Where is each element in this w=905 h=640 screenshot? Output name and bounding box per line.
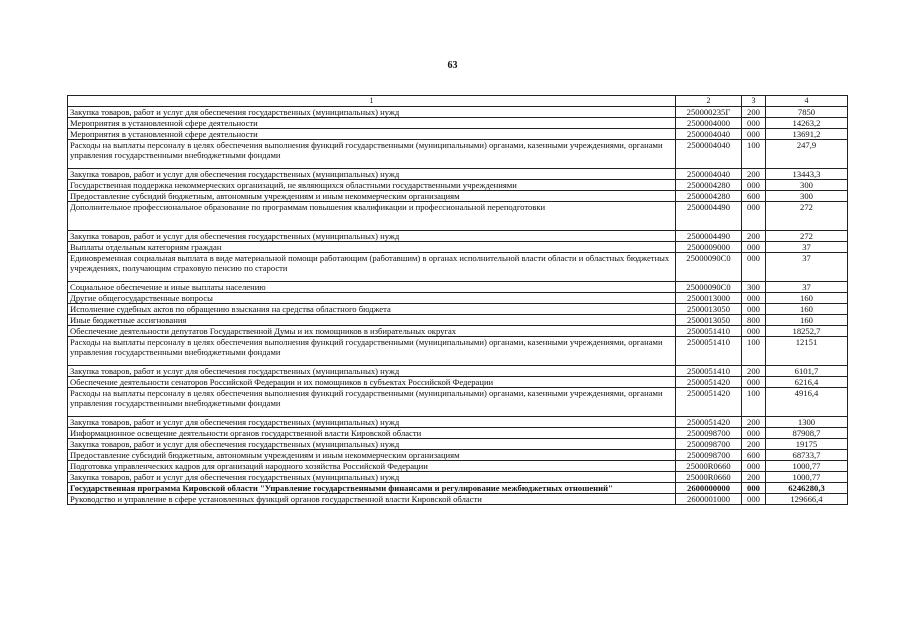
row-code-cell: 2500051410 [676, 337, 742, 366]
column-header-name: 1 [68, 96, 676, 107]
row-code-cell: 2500051410 [676, 366, 742, 377]
row-sum-cell: 6246280,3 [766, 483, 848, 494]
table-row [68, 180, 848, 191]
budget-table [67, 95, 848, 505]
table-row [68, 293, 848, 304]
row-vr-cell: 000 [742, 494, 766, 505]
row-code-cell: 2500004000 [676, 118, 742, 129]
table-row [68, 377, 848, 388]
row-name-cell: Закупка товаров, работ и услуг для обеспечения государственных (муниципальных) нужд [68, 417, 676, 428]
row-name-cell: Мероприятия в установленной сфере деятельности [68, 118, 676, 129]
row-code-cell: 2500051410 [676, 326, 742, 337]
row-sum-cell: 300 [766, 180, 848, 191]
row-vr-cell: 000 [742, 242, 766, 253]
row-sum-cell: 247,9 [766, 140, 848, 169]
row-vr-cell: 200 [742, 472, 766, 483]
row-vr-cell: 100 [742, 140, 766, 169]
table-row [68, 282, 848, 293]
row-vr-cell: 200 [742, 417, 766, 428]
table-row [68, 129, 848, 140]
row-name-cell: Закупка товаров, работ и услуг для обеспечения государственных (муниципальных) нужд [68, 366, 676, 377]
row-code-cell: 25000R0660 [676, 472, 742, 483]
row-vr-cell: 000 [742, 293, 766, 304]
row-sum-cell: 37 [766, 282, 848, 293]
table-row [68, 118, 848, 129]
table-body [68, 107, 848, 505]
table-row [68, 428, 848, 439]
row-name-cell: Иные бюджетные ассигнования [68, 315, 676, 326]
row-vr-cell: 000 [742, 118, 766, 129]
table-row [68, 191, 848, 202]
row-code-cell: 2500051420 [676, 417, 742, 428]
column-number-row [68, 96, 848, 107]
row-sum-cell: 37 [766, 242, 848, 253]
row-vr-cell: 200 [742, 366, 766, 377]
table-row [68, 140, 848, 169]
table-row [68, 315, 848, 326]
row-name-cell: Исполнение судебных актов по обращению взыскания на средства областного бюджета [68, 304, 676, 315]
table-row [68, 417, 848, 428]
row-name-cell: Расходы на выплаты персоналу в целях обеспечения выполнения функций государственными (муниципальными) органами, казенными учреждениями, органами управления государственными внебюджетными фондами [68, 388, 676, 417]
row-vr-cell: 000 [742, 253, 766, 282]
row-code-cell: 2600001000 [676, 494, 742, 505]
row-code-cell: 25000R0660 [676, 461, 742, 472]
row-vr-cell: 600 [742, 191, 766, 202]
row-code-cell: 250000235Г [676, 107, 742, 118]
row-sum-cell: 6101,7 [766, 366, 848, 377]
table-row [68, 253, 848, 282]
row-name-cell: Руководство и управление в сфере установленных функций органов государственной власти Кировской области [68, 494, 676, 505]
row-name-cell: Закупка товаров, работ и услуг для обеспечения государственных (муниципальных) нужд [68, 439, 676, 450]
row-sum-cell: 13443,3 [766, 169, 848, 180]
row-sum-cell: 160 [766, 293, 848, 304]
row-vr-cell: 000 [742, 377, 766, 388]
row-code-cell: 2500009000 [676, 242, 742, 253]
row-name-cell: Государственная программа Кировской области "Управление государственными финансами и регулирование межбюджетных отношений" [68, 483, 676, 494]
row-sum-cell: 300 [766, 191, 848, 202]
row-vr-cell: 200 [742, 169, 766, 180]
row-sum-cell: 14263,2 [766, 118, 848, 129]
table-row [68, 304, 848, 315]
table-row [68, 494, 848, 505]
row-sum-cell: 4916,4 [766, 388, 848, 417]
row-vr-cell: 000 [742, 483, 766, 494]
row-sum-cell: 272 [766, 202, 848, 231]
row-vr-cell: 000 [742, 428, 766, 439]
row-sum-cell: 87908,7 [766, 428, 848, 439]
row-code-cell: 2500098700 [676, 439, 742, 450]
table-row [68, 107, 848, 118]
row-name-cell: Другие общегосударственные вопросы [68, 293, 676, 304]
row-name-cell: Закупка товаров, работ и услуг для обеспечения государственных (муниципальных) нужд [68, 169, 676, 180]
row-code-cell: 2500051420 [676, 377, 742, 388]
row-name-cell: Мероприятия в установленной сфере деятельности [68, 129, 676, 140]
table-row [68, 461, 848, 472]
row-code-cell: 2500004040 [676, 140, 742, 169]
row-name-cell: Обеспечение деятельности сенаторов Российской Федерации и их помощников в субъектах Российской Федерации [68, 377, 676, 388]
row-sum-cell: 272 [766, 231, 848, 242]
row-sum-cell: 6216,4 [766, 377, 848, 388]
row-code-cell: 2500004040 [676, 169, 742, 180]
row-name-cell: Закупка товаров, работ и услуг для обеспечения государственных (муниципальных) нужд [68, 231, 676, 242]
column-header-code: 2 [676, 96, 742, 107]
row-name-cell: Предоставление субсидий бюджетным, автономным учреждениям и иным некоммерческим организациям [68, 191, 676, 202]
row-vr-cell: 600 [742, 450, 766, 461]
table-row [68, 231, 848, 242]
row-sum-cell: 37 [766, 253, 848, 282]
row-vr-cell: 200 [742, 107, 766, 118]
table-row [68, 326, 848, 337]
table-row [68, 472, 848, 483]
row-sum-cell: 160 [766, 315, 848, 326]
page-number: 63 [447, 60, 458, 71]
table-row [68, 337, 848, 366]
row-code-cell: 25000090C0 [676, 282, 742, 293]
row-name-cell: Дополнительное профессиональное образование по программам повышения квалификации и профессиональной переподготовки [68, 202, 676, 231]
row-sum-cell: 1000,77 [766, 461, 848, 472]
row-name-cell: Расходы на выплаты персоналу в целях обеспечения выполнения функций государственными (муниципальными) органами, казенными учреждениями, органами управления государственными внебюджетными фондами [68, 337, 676, 366]
row-code-cell: 2500013000 [676, 293, 742, 304]
row-code-cell: 2500004040 [676, 129, 742, 140]
row-name-cell: Подготовка управленческих кадров для организаций народного хозяйства Российской Федерации [68, 461, 676, 472]
table-row [68, 388, 848, 417]
table-row [68, 366, 848, 377]
row-sum-cell: 1300 [766, 417, 848, 428]
row-sum-cell: 19175 [766, 439, 848, 450]
row-code-cell: 2500098700 [676, 450, 742, 461]
row-vr-cell: 000 [742, 304, 766, 315]
row-vr-cell: 200 [742, 231, 766, 242]
row-vr-cell: 000 [742, 202, 766, 231]
row-vr-cell: 000 [742, 461, 766, 472]
row-name-cell: Информационное освещение деятельности органов государственной власти Кировской области [68, 428, 676, 439]
table-row [68, 202, 848, 231]
row-name-cell: Расходы на выплаты персоналу в целях обеспечения выполнения функций государственными (муниципальными) органами, казенными учреждениями, органами управления государственными внебюджетными фондами [68, 140, 676, 169]
row-name-cell: Социальное обеспечение и иные выплаты населению [68, 282, 676, 293]
row-name-cell: Обеспечение деятельности депутатов Государственной Думы и их помощников в избирательных округах [68, 326, 676, 337]
row-vr-cell: 100 [742, 337, 766, 366]
row-code-cell: 2500004280 [676, 191, 742, 202]
table-row [68, 242, 848, 253]
row-code-cell: 2500004490 [676, 202, 742, 231]
row-code-cell: 2500004490 [676, 231, 742, 242]
row-code-cell: 2600000000 [676, 483, 742, 494]
row-vr-cell: 800 [742, 315, 766, 326]
row-name-cell: Единовременная социальная выплата в виде материальной помощи работающим (работавшим) в органах исполнительной власти области и областных бюджетных учреждениях, получающим страховую пенсию по старости [68, 253, 676, 282]
row-vr-cell: 300 [742, 282, 766, 293]
column-header-sum: 4 [766, 96, 848, 107]
row-sum-cell: 68733,7 [766, 450, 848, 461]
row-code-cell: 2500051420 [676, 388, 742, 417]
row-sum-cell: 1000,77 [766, 472, 848, 483]
row-vr-cell: 200 [742, 439, 766, 450]
row-sum-cell: 18252,7 [766, 326, 848, 337]
row-vr-cell: 000 [742, 326, 766, 337]
table-row [68, 450, 848, 461]
row-name-cell: Предоставление субсидий бюджетным, автономным учреждениям и иным некоммерческим организациям [68, 450, 676, 461]
row-name-cell: Выплаты отдельным категориям граждан [68, 242, 676, 253]
row-name-cell: Закупка товаров, работ и услуг для обеспечения государственных (муниципальных) нужд [68, 472, 676, 483]
row-vr-cell: 000 [742, 129, 766, 140]
row-code-cell: 2500013050 [676, 315, 742, 326]
row-sum-cell: 7850 [766, 107, 848, 118]
row-name-cell: Государственная поддержка некоммерческих организаций, не являющихся областными государственными учреждениями [68, 180, 676, 191]
row-vr-cell: 000 [742, 180, 766, 191]
table-row [68, 439, 848, 450]
row-sum-cell: 129666,4 [766, 494, 848, 505]
row-sum-cell: 12151 [766, 337, 848, 366]
row-code-cell: 25000090C0 [676, 253, 742, 282]
row-code-cell: 2500013050 [676, 304, 742, 315]
row-name-cell: Закупка товаров, работ и услуг для обеспечения государственных (муниципальных) нужд [68, 107, 676, 118]
column-header-vr: 3 [742, 96, 766, 107]
row-code-cell: 2500004280 [676, 180, 742, 191]
table-row [68, 169, 848, 180]
row-vr-cell: 100 [742, 388, 766, 417]
table-row [68, 483, 848, 494]
row-sum-cell: 13691,2 [766, 129, 848, 140]
row-sum-cell: 160 [766, 304, 848, 315]
row-code-cell: 2500098700 [676, 428, 742, 439]
